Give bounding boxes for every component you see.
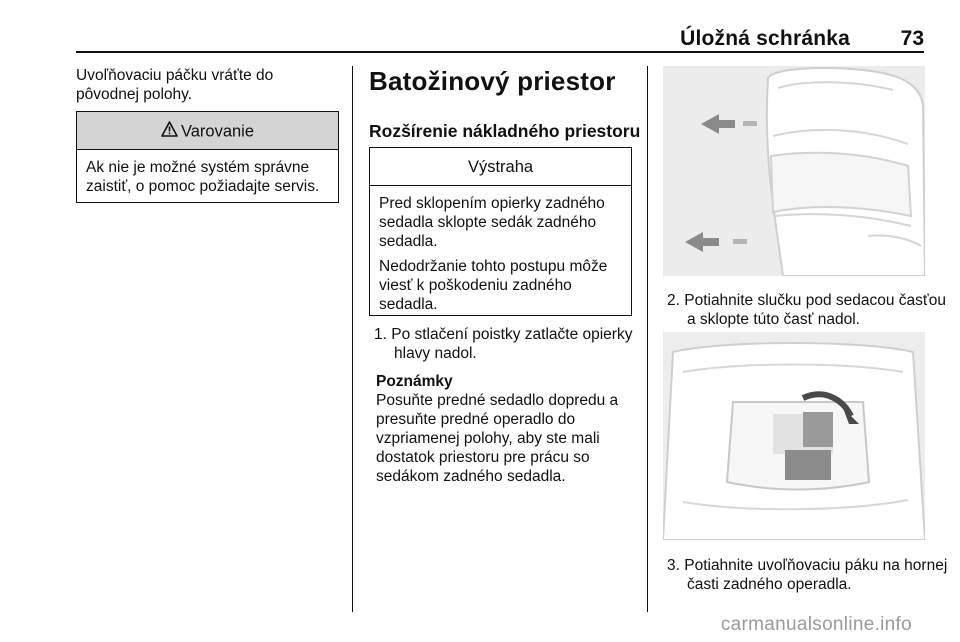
warning-text: Ak nie je možné systém správne zaistiť, o pomoc požiadajte servis. xyxy=(86,159,320,195)
caution-paragraph: Pred sklopením opierky zadného sedadla sklopte sedák zadného sedadla. xyxy=(379,195,605,250)
watermark: carmanualsonline.info xyxy=(720,614,912,635)
note-block xyxy=(376,372,634,486)
page-number: 73 xyxy=(900,27,924,50)
subsection-title: Rozšírenie nákladného priestoru xyxy=(369,121,641,141)
caution-paragraph: Nedodržanie tohto postupu môže viesť k poškodeniu zadného sedadla. xyxy=(379,258,608,313)
intro-text xyxy=(76,66,341,104)
intro-line: pôvodnej polohy. xyxy=(76,86,193,103)
intro-line: Uvoľňovaciu páčku vráťte do xyxy=(76,67,274,84)
caution-body xyxy=(370,186,631,321)
caution-box xyxy=(369,147,632,316)
step-1: 1. Po stlačení poistky zatlačte opierky hlavy nadol. xyxy=(374,326,633,362)
warning-header xyxy=(77,112,338,150)
warning-box xyxy=(76,111,339,203)
section-title: Batožinový priestor xyxy=(369,66,616,96)
step-2: 2. Potiahnite slučku pod sedacou časťou a sklopte túto časť nadol. xyxy=(667,292,946,328)
caution-title: Výstraha xyxy=(370,148,631,186)
note-text: Posuňte predné sedadlo dopredu a presuňte predné operadlo do vzpriamenej polohy, aby ste mali dostatok priestoru pre prácu so sedákom zadného sedadla. xyxy=(376,392,619,485)
seat-headrest-illustration xyxy=(663,66,925,276)
header-rule xyxy=(76,51,924,53)
warning-triangle-icon xyxy=(161,113,178,151)
note-heading: Poznámky xyxy=(376,373,453,390)
column-divider-left xyxy=(352,66,353,612)
seat-loop-illustration xyxy=(663,332,925,540)
page-header-title: Úložná schránka xyxy=(680,27,850,50)
warning-title: Varovanie xyxy=(180,122,255,141)
step-3: 3. Potiahnite uvoľňovaciu páku na hornej časti zadného operadla. xyxy=(667,557,948,593)
